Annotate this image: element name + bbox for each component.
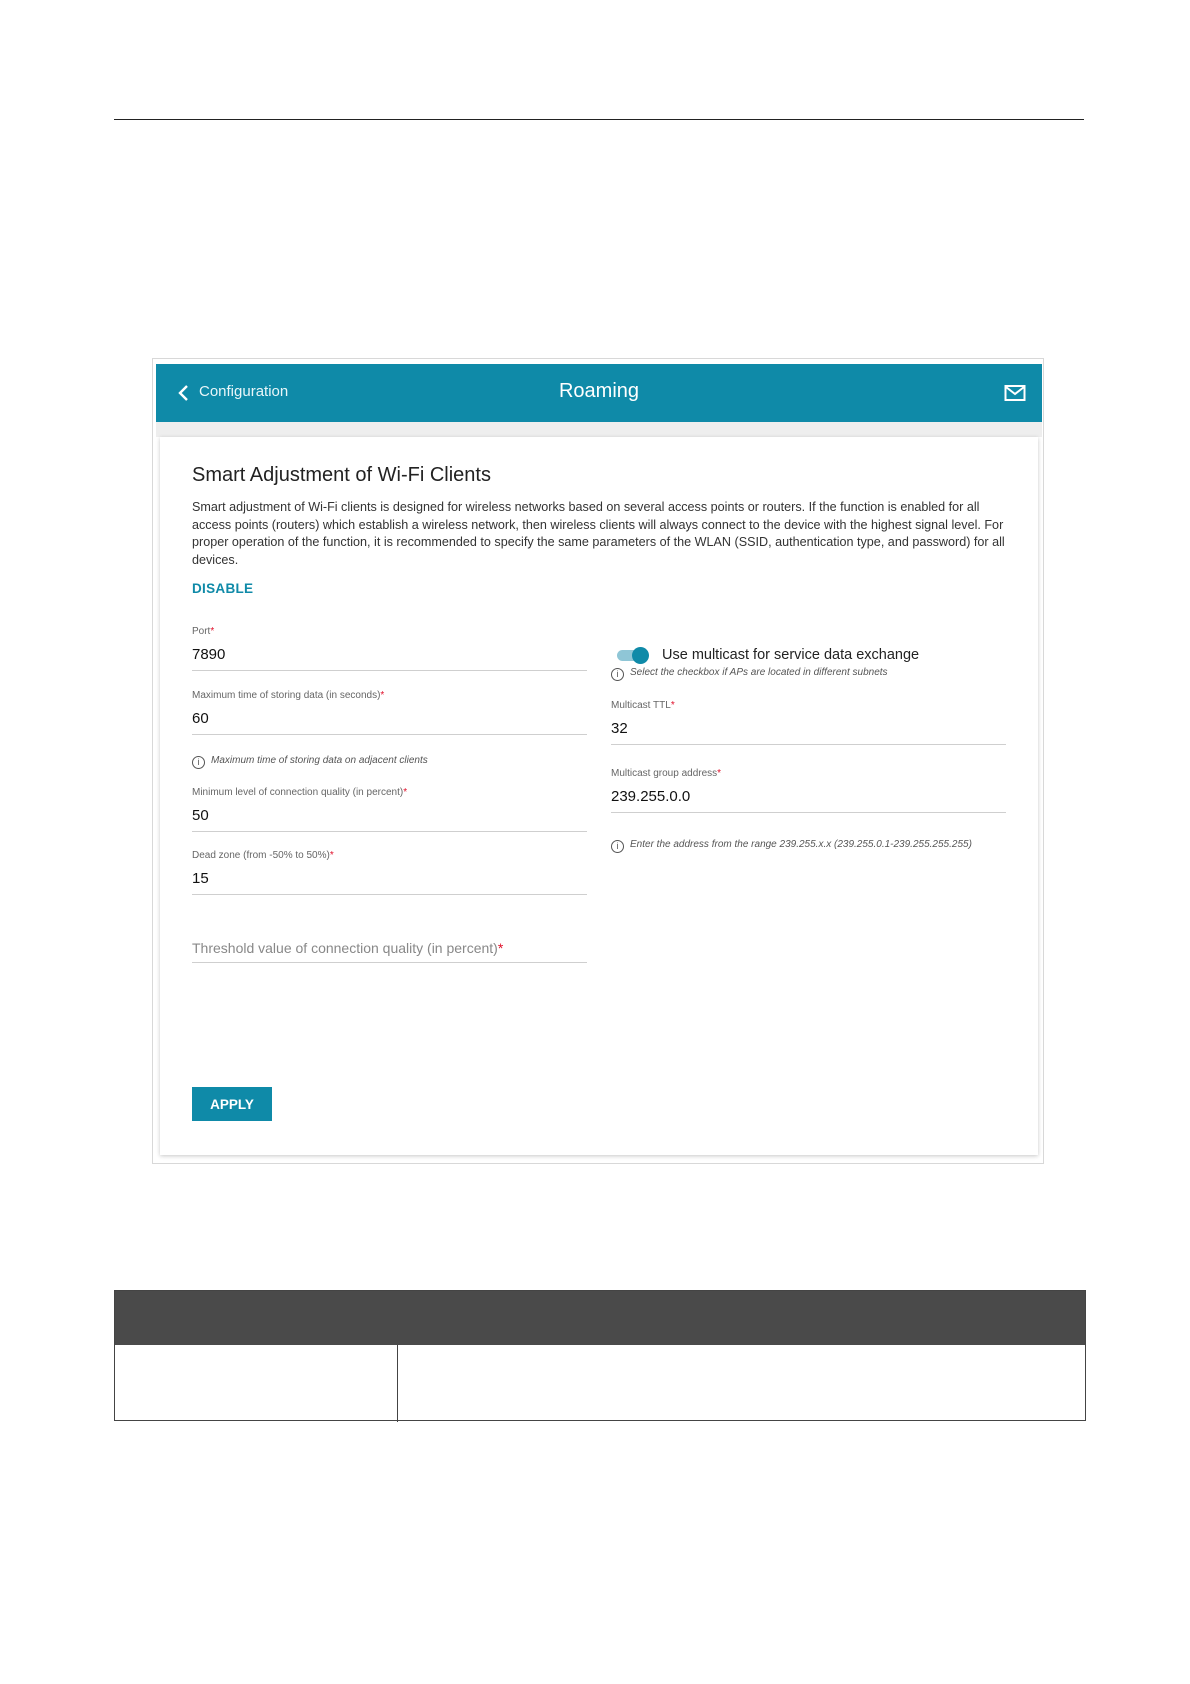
page-top-rule bbox=[114, 119, 1084, 120]
required-mark: * bbox=[497, 940, 504, 956]
max-time-field[interactable] bbox=[192, 690, 587, 735]
max-time-hint bbox=[192, 755, 428, 769]
mail-icon[interactable] bbox=[1004, 384, 1026, 402]
section-description: Smart adjustment of Wi-Fi clients is designed for wireless networks based on several access points or routers. If the function is enabled for all access points (routers) which establish a wireless network, then wireless clients will always connect to the device with the highest signal level. For proper operation of the function, it is recommended to specify the same parameters of the WLAN (SSID, authentication type, and password) for all devices. bbox=[192, 500, 1005, 567]
back-link-configuration[interactable]: Configuration bbox=[199, 383, 289, 400]
apply-button[interactable]: APPLY bbox=[192, 1087, 272, 1121]
min-level-input[interactable]: 50 bbox=[192, 807, 209, 824]
table-column-divider bbox=[397, 1345, 398, 1422]
max-time-hint-text: Maximum time of storing data on adjacent clients bbox=[211, 755, 428, 766]
multicast-group-hint bbox=[611, 839, 972, 853]
threshold-input-placeholder[interactable]: Threshold value of connection quality (in percent) bbox=[192, 940, 498, 956]
multicast-group-input[interactable]: 239.255.0.0 bbox=[611, 788, 691, 805]
multicast-group-hint-text: Enter the address from the range 239.255.x.x (239.255.0.1-239.255.255.255) bbox=[630, 839, 972, 850]
multicast-hint bbox=[611, 667, 888, 681]
page-title: Roaming bbox=[558, 380, 640, 402]
multicast-group-label: Multicast group address bbox=[611, 768, 718, 779]
required-mark: * bbox=[329, 850, 334, 861]
min-level-label: Minimum level of connection quality (in percent) bbox=[192, 787, 404, 798]
header-shadow-band bbox=[156, 422, 1042, 437]
dead-zone-input[interactable]: 15 bbox=[192, 870, 209, 887]
required-mark: * bbox=[717, 768, 722, 779]
screenshot-frame bbox=[152, 358, 1044, 1164]
info-icon: i bbox=[192, 756, 205, 769]
max-time-label: Maximum time of storing data (in seconds) bbox=[192, 690, 381, 701]
multicast-ttl-field[interactable] bbox=[611, 700, 1006, 745]
multicast-toggle-label: Use multicast for service data exchange bbox=[662, 647, 920, 663]
multicast-group-field[interactable] bbox=[611, 768, 1006, 813]
multicast-ttl-input[interactable]: 32 bbox=[611, 720, 628, 737]
required-mark: * bbox=[210, 626, 215, 637]
multicast-ttl-label: Multicast TTL bbox=[611, 700, 671, 711]
max-time-input[interactable]: 60 bbox=[192, 710, 209, 727]
disable-button[interactable]: DISABLE bbox=[192, 581, 254, 596]
multicast-toggle[interactable] bbox=[615, 647, 649, 663]
info-icon: i bbox=[611, 840, 624, 853]
table-header-row bbox=[115, 1291, 1085, 1345]
min-level-field[interactable] bbox=[192, 787, 587, 832]
threshold-field[interactable] bbox=[192, 940, 587, 963]
dead-zone-field[interactable] bbox=[192, 850, 587, 895]
app-header bbox=[156, 364, 1042, 422]
required-mark: * bbox=[670, 700, 675, 711]
required-mark: * bbox=[380, 690, 385, 701]
settings-card bbox=[160, 437, 1038, 1155]
document-table bbox=[114, 1290, 1086, 1421]
dead-zone-label: Dead zone (from -50% to 50%) bbox=[192, 850, 330, 861]
required-mark: * bbox=[403, 787, 408, 798]
port-input[interactable]: 7890 bbox=[192, 646, 226, 663]
info-icon: i bbox=[611, 668, 624, 681]
multicast-hint-text: Select the checkbox if APs are located in different subnets bbox=[630, 667, 888, 678]
port-label: Port bbox=[192, 626, 211, 637]
section-title: Smart Adjustment of Wi-Fi Clients bbox=[192, 464, 491, 486]
port-field[interactable] bbox=[192, 626, 587, 671]
